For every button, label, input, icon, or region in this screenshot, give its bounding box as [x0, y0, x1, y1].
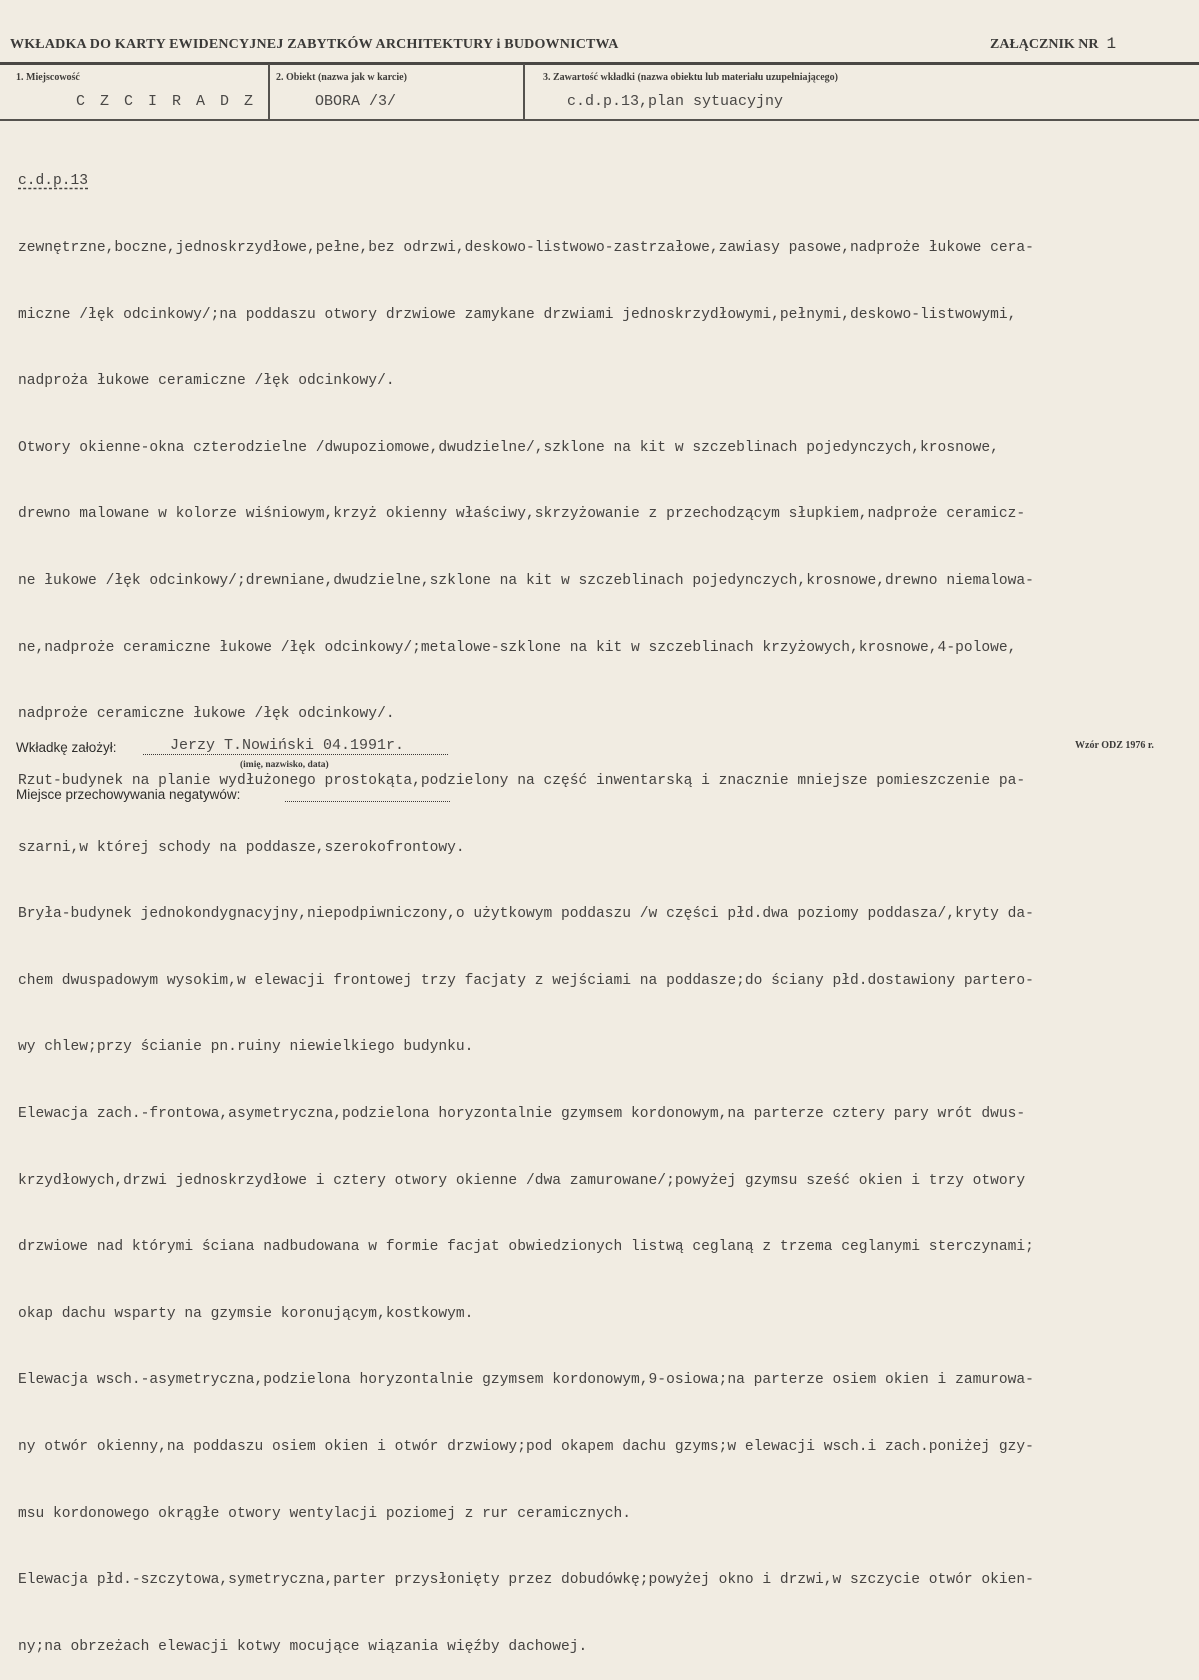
column-divider-2 — [523, 64, 525, 120]
text-line: ny otwór okienny,na poddaszu osiem okien i otwór drzwiowy;pod okapem dachu gzyms;w elewacji wsch.i zach.poniżej gzy- — [18, 1438, 1034, 1455]
text-line: zewnętrzne,boczne,jednoskrzydłowe,pełne,bez odrzwi,deskowo-listwowo-zastrzałowe,zawiasy pasowe,nadproże łukowe cera- — [18, 240, 1034, 257]
text-line: miczne /łęk odcinkowy/;na poddaszu otwory drzwiowe zamykane drzwiami jednoskrzydłowymi,pełnymi,deskowo-listwowymi, — [18, 306, 1017, 323]
column-divider-1 — [268, 64, 270, 120]
description-text — [18, 126, 1198, 1680]
author-label: Wkładkę założył: — [16, 740, 117, 755]
annex-number: 1 — [1106, 35, 1117, 53]
text-line: krzydłowych,drzwi jednoskrzydłowe i cztery otwory okienne /dwa zamurowane/;powyżej gzymsu sześć okien i trzy otwory — [18, 1172, 1026, 1189]
form-code: Wzór ODZ 1976 r. — [1075, 740, 1154, 751]
text-line: msu kordonowego okrągłe otwory wentylacji poziomej z rur ceramicznych. — [18, 1505, 632, 1522]
fields-divider — [0, 119, 1199, 121]
text-line: okap dachu wsparty na gzymsie koronującym,kostkowym. — [18, 1305, 474, 1322]
text-line: ne,nadproże ceramiczne łukowe /łęk odcinkowy/;metalowe-szklone na kit w szczeblinach krzyżowych,krosnowe,4-polowe, — [18, 639, 1017, 656]
text-line: Rzut-budynek na planie wydłużonego prostokąta,podzielony na część inwentarską i znacznie mniejsze pomieszczenie pa- — [18, 772, 1026, 789]
negatives-dotted-line — [285, 801, 450, 802]
text-line: chem dwuspadowym wysokim,w elewacji frontowej trzy facjaty z wejściami na poddasze;do ściany płd.dostawiony partero- — [18, 972, 1034, 989]
annex-label — [990, 35, 1116, 53]
object-value: OBORA /3/ — [315, 93, 397, 110]
text-line: Elewacja zach.-frontowa,asymetryczna,podzielona horyzontalnie gzymsem kordonowym,na parterze cztery pary wrót dwus- — [18, 1105, 1026, 1122]
contents-label: 3. Zawartość wkładki (nazwa obiektu lub materiału uzupełniającego) — [543, 72, 839, 83]
text-line: szarni,w której schody na poddasze,szerokofrontowy. — [18, 839, 465, 856]
object-label: 2. Obiekt (nazwa jak w karcie) — [276, 72, 407, 83]
locality-label: 1. Miejscowość — [16, 72, 80, 83]
author-caption: (imię, nazwisko, data) — [240, 760, 329, 770]
text-line: Elewacja wsch.-asymetryczna,podzielona horyzontalnie gzymsem kordonowym,9-osiowa;na parterze osiem okien i zamurowa- — [18, 1372, 1034, 1389]
top-divider — [0, 62, 1199, 65]
text-line: nadproże ceramiczne łukowe /łęk odcinkowy/. — [18, 706, 395, 723]
contents-value: c.d.p.13,plan sytuacyjny — [567, 93, 784, 110]
form-title: WKŁADKA DO KARTY EWIDENCYJNEJ ZABYTKÓW ARCHITEKTURY i BUDOWNICTWA — [10, 37, 619, 52]
text-line: c.d.p.13 — [18, 173, 89, 190]
text-line: Bryła-budynek jednokondygnacyjny,niepodpiwniczony,o użytkowym poddaszu /w części płd.dwa poziomy poddasza/,kryty da- — [18, 906, 1034, 923]
author-value: Jerzy T.Nowiński 04.1991r. — [170, 737, 405, 754]
text-line: ne łukowe /łęk odcinkowy/;drewniane,dwudzielne,szklone na kit w szczeblinach pojedynczych,krosnowe,drewno niemalowa- — [18, 573, 1034, 590]
locality-value: C Z C I R A D Z — [76, 93, 257, 110]
text-line: nadproża łukowe ceramiczne /łęk odcinkowy/. — [18, 373, 395, 390]
form-header — [0, 0, 1199, 66]
negatives-label: Miejsce przechowywania negatywów: — [16, 787, 241, 802]
author-dotted-line — [143, 754, 448, 755]
text-line: ny;na obrzeżach elewacji kotwy mocujące wiązania więźby dachowej. — [18, 1638, 588, 1655]
text-line: drzwiowe nad którymi ściana nadbudowana w formie facjat obwiedzionych listwą ceglaną z trzema ceglanymi sterczynami; — [18, 1239, 1034, 1256]
text-line: drewno malowane w kolorze wiśniowym,krzyż okienny właściwy,skrzyżowanie z przechodzącym słupkiem,nadproże ceramicz- — [18, 506, 1026, 523]
annex-label-text: ZAŁĄCZNIK NR — [990, 37, 1099, 52]
text-line: wy chlew;przy ścianie pn.ruiny niewielkiego budynku. — [18, 1039, 474, 1056]
text-line: Elewacja płd.-szczytowa,symetryczna,parter przysłonięty przez dobudówkę;powyżej okno i drzwi,w szczycie otwór okien- — [18, 1572, 1034, 1589]
text-line: Otwory okienne-okna czterodzielne /dwupoziomowe,dwudzielne/,szklone na kit w szczeblinach pojedynczych,krosnowe, — [18, 439, 999, 456]
